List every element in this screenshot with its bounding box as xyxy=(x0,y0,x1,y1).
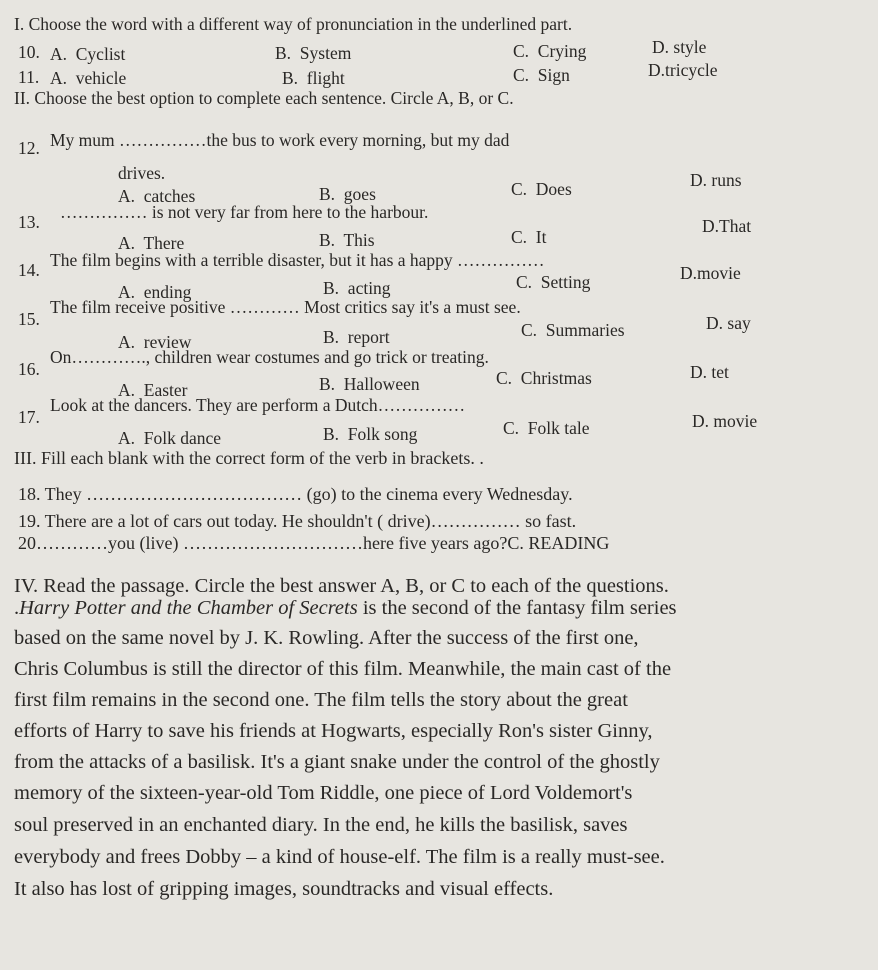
passage-line-1-rest: is the second of the fantasy film series xyxy=(357,597,677,619)
question-18: 18. They ……………………………… (go) to the cinema every Wednesday. xyxy=(18,484,573,504)
q13-option-b[interactable]: B. This xyxy=(319,230,375,250)
q11-option-d[interactable]: D.tricycle xyxy=(648,60,718,80)
section-1-heading: I. Choose the word with a different way of pronunciation in the underlined part. xyxy=(14,14,573,34)
passage-line-9: everybody and frees Dobby – a kind of house-elf. The film is a really must-see. xyxy=(14,846,665,868)
q11-number: 11. xyxy=(18,67,40,87)
q17-option-d[interactable]: D. movie xyxy=(692,411,758,431)
passage-line-6: from the attacks of a basilisk. It's a giant snake under the control of the ghostly xyxy=(14,751,660,773)
q13-number: 13. xyxy=(18,212,40,232)
q14-option-a[interactable]: A. ending xyxy=(118,282,192,302)
passage-line-2: based on the same novel by J. K. Rowling. After the success of the first one, xyxy=(14,627,639,649)
q16-number: 16. xyxy=(18,359,40,379)
q12-text-line1: My mum ……………the bus to work every morning, but my dad xyxy=(50,130,510,150)
passage-line-1-prefix: . xyxy=(14,597,20,619)
q15-option-a[interactable]: A. review xyxy=(118,332,192,352)
q10-option-b[interactable]: B. System xyxy=(275,43,352,63)
q17-option-b[interactable]: B. Folk song xyxy=(323,424,418,444)
q12-option-b[interactable]: B. goes xyxy=(319,184,376,204)
q15-option-d[interactable]: D. say xyxy=(706,313,751,333)
q17-number: 17. xyxy=(18,407,40,427)
q14-option-b[interactable]: B. acting xyxy=(323,278,391,298)
q11-option-c[interactable]: C. Sign xyxy=(513,65,570,85)
q10-option-d[interactable]: D. style xyxy=(652,37,707,57)
q12-option-c[interactable]: C. Does xyxy=(511,179,572,199)
q16-option-c[interactable]: C. Christmas xyxy=(496,368,592,388)
q14-option-c[interactable]: C. Setting xyxy=(516,272,591,292)
passage-line-10: It also has lost of gripping images, soundtracks and visual effects. xyxy=(14,878,554,900)
q16-option-a[interactable]: A. Easter xyxy=(118,380,188,400)
q10-option-c[interactable]: C. Crying xyxy=(513,41,587,61)
q13-option-d[interactable]: D.That xyxy=(702,216,752,236)
q13-text: …………… is not very far from here to the harbour. xyxy=(60,202,429,222)
q12-text-line2: drives. xyxy=(118,163,166,183)
q17-option-c[interactable]: C. Folk tale xyxy=(503,418,590,438)
q17-text: Look at the dancers. They are perform a Dutch…………… xyxy=(50,395,466,415)
section-3-heading: III. Fill each blank with the correct form of the verb in brackets. . xyxy=(14,448,484,468)
q16-option-d[interactable]: D. tet xyxy=(690,362,729,382)
q15-text: The film receive positive ………… Most critics say it's a must see. xyxy=(50,297,521,317)
question-20: 20…………you (live) …………………………here five years ago?C. READING xyxy=(18,533,610,553)
q13-option-c[interactable]: C. It xyxy=(511,227,547,247)
q16-text: On…………., children wear costumes and go trick or treating. xyxy=(50,347,489,367)
q12-number: 12. xyxy=(18,138,40,158)
q15-number: 15. xyxy=(18,309,40,329)
film-title: Harry Potter and the Chamber of Secrets xyxy=(19,597,358,619)
q12-option-a[interactable]: A. catches xyxy=(118,186,196,206)
question-19: 19. There are a lot of cars out today. He shouldn't ( drive)…………… so fast. xyxy=(18,511,577,531)
q12-option-d[interactable]: D. runs xyxy=(690,170,742,190)
q15-option-b[interactable]: B. report xyxy=(323,327,390,347)
passage-line-5: efforts of Harry to save his friends at Hogwarts, especially Ron's sister Ginny, xyxy=(14,720,653,742)
q14-text: The film begins with a terrible disaster, but it has a happy …………… xyxy=(50,250,545,270)
q15-option-c[interactable]: C. Summaries xyxy=(521,320,625,340)
q16-option-b[interactable]: B. Halloween xyxy=(319,374,420,394)
q17-option-a[interactable]: A. Folk dance xyxy=(118,428,222,448)
section-4-heading: IV. Read the passage. Circle the best answer A, B, or C to each of the questions. xyxy=(14,575,669,597)
q13-option-a[interactable]: A. There xyxy=(118,233,185,253)
q10-option-a[interactable]: A. Cyclist xyxy=(50,44,126,64)
q14-number: 14. xyxy=(18,260,40,280)
passage-line-3: Chris Columbus is still the director of this film. Meanwhile, the main cast of the xyxy=(14,658,672,680)
q14-option-d[interactable]: D.movie xyxy=(680,263,741,283)
passage-line-8: soul preserved in an enchanted diary. In the end, he kills the basilisk, saves xyxy=(14,814,628,836)
q10-number: 10. xyxy=(18,42,40,62)
passage-line-4: first film remains in the second one. The film tells the story about the great xyxy=(14,689,628,711)
passage-line-1 xyxy=(14,598,677,619)
section-2-heading: II. Choose the best option to complete each sentence. Circle A, B, or C. xyxy=(14,88,514,108)
passage-line-7: memory of the sixteen-year-old Tom Riddle, one piece of Lord Voldemort's xyxy=(14,782,633,804)
q11-option-b[interactable]: B. flight xyxy=(282,68,345,88)
q11-option-a[interactable]: A. vehicle xyxy=(50,68,127,88)
